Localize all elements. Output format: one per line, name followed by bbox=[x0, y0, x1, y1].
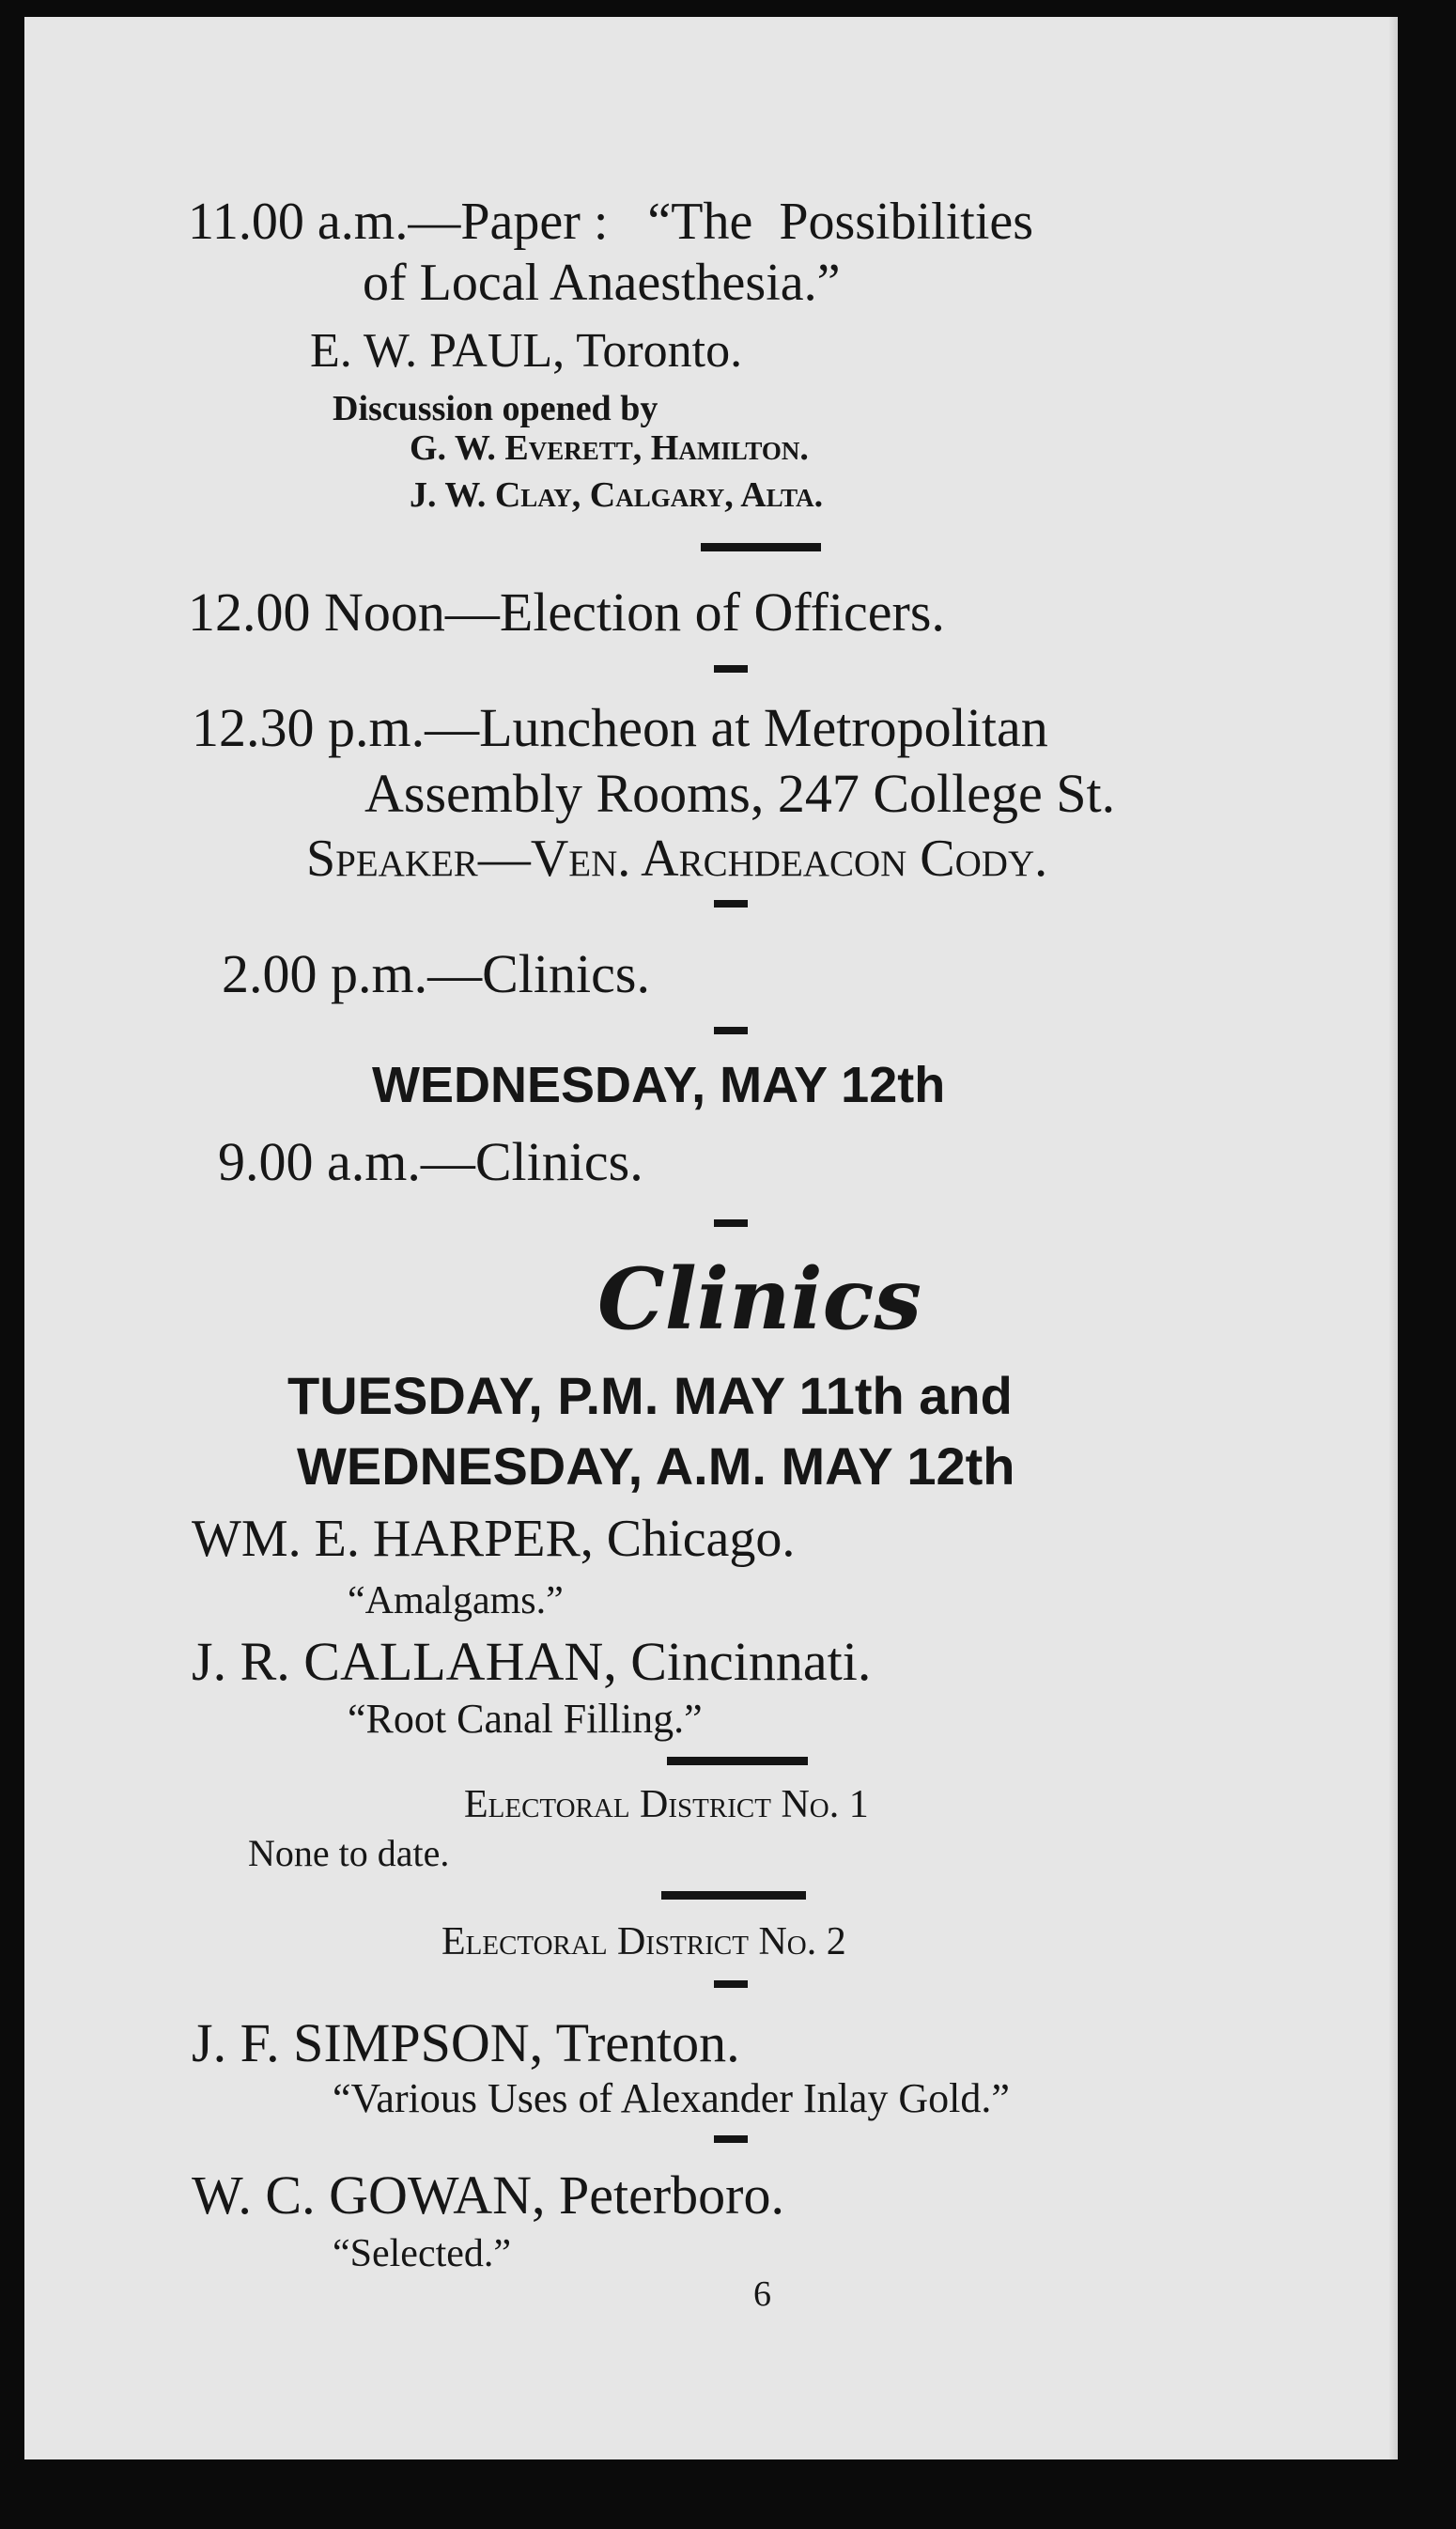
item-paper-time-line: 11.00 a.m.—Paper : “The Possibilities bbox=[188, 193, 1034, 251]
item-luncheon-line2: Assembly Rooms, 247 College St. bbox=[364, 763, 1116, 824]
divider-rule bbox=[661, 1891, 806, 1900]
clinics-title: Clinics bbox=[597, 1249, 922, 1349]
clinics-dates-line2: WEDNESDAY, A.M. MAY 12th bbox=[297, 1436, 1015, 1496]
item-clinics-9am: 9.00 a.m.—Clinics. bbox=[218, 1131, 643, 1192]
page-edge-shadow bbox=[1388, 17, 1398, 2459]
discussant-everett: G. W. Everett, Hamilton. bbox=[410, 428, 809, 468]
discussion-label: Discussion opened by bbox=[333, 389, 658, 428]
clinic-topic-root-canal: “Root Canal Filling.” bbox=[348, 1696, 703, 1742]
divider-dash bbox=[714, 1027, 748, 1034]
divider-dash bbox=[714, 900, 748, 908]
page-number: 6 bbox=[753, 2274, 771, 2314]
item-clinics-2pm: 2.00 p.m.—Clinics. bbox=[222, 943, 650, 1004]
divider-dash bbox=[714, 2135, 748, 2143]
district-2-topic-selected: “Selected.” bbox=[333, 2232, 512, 2275]
item-paper-speaker: E. W. PAUL, Toronto. bbox=[310, 324, 743, 378]
clinic-topic-amalgams: “Amalgams.” bbox=[348, 1579, 564, 1622]
item-election: 12.00 Noon—Election of Officers. bbox=[188, 582, 945, 643]
divider-dash bbox=[714, 665, 748, 673]
district-2-heading: Electoral District No. 2 bbox=[441, 1920, 846, 1963]
clinic-entry-harper: WM. E. HARPER, Chicago. bbox=[192, 1510, 796, 1568]
clinics-dates-line1: TUESDAY, P.M. MAY 11th and bbox=[287, 1366, 1013, 1425]
item-paper-title-line: of Local Anaesthesia.” bbox=[363, 254, 841, 312]
divider-rule bbox=[701, 543, 821, 551]
wednesday-heading: WEDNESDAY, MAY 12th bbox=[372, 1057, 946, 1113]
item-luncheon-line1: 12.30 p.m.—Luncheon at Metropolitan bbox=[192, 697, 1048, 758]
district-2-topic-inlay-gold: “Various Uses of Alexander Inlay Gold.” bbox=[333, 2075, 1010, 2121]
divider-rule bbox=[667, 1757, 808, 1765]
district-2-entry-gowan: W. C. GOWAN, Peterboro. bbox=[192, 2164, 784, 2226]
clinic-entry-callahan: J. R. CALLAHAN, Cincinnati. bbox=[192, 1631, 872, 1692]
district-2-entry-simpson: J. F. SIMPSON, Trenton. bbox=[192, 2012, 740, 2073]
divider-dash bbox=[714, 1980, 748, 1988]
document-page bbox=[24, 17, 1398, 2459]
divider-dash bbox=[714, 1219, 748, 1227]
discussant-clay: J. W. Clay, Calgary, Alta. bbox=[410, 475, 824, 515]
district-1-text: None to date. bbox=[248, 1832, 450, 1874]
item-luncheon-speaker: Speaker—Ven. Archdeacon Cody. bbox=[306, 830, 1048, 888]
district-1-heading: Electoral District No. 1 bbox=[464, 1783, 869, 1826]
